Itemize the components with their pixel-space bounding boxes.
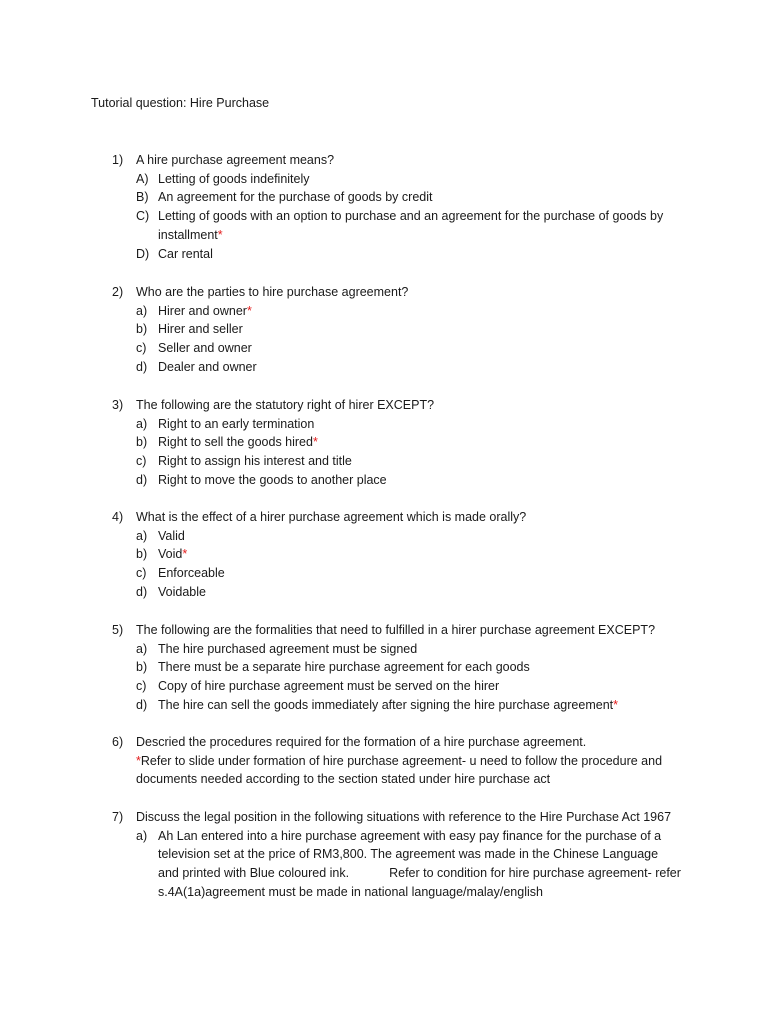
- option-text: Right to assign his interest and title: [158, 454, 352, 469]
- question-4: [112, 508, 682, 602]
- question-number: 5): [112, 623, 124, 637]
- option-label: b): [136, 322, 148, 337]
- option-label: c): [136, 341, 147, 356]
- option-text: Hirer and seller: [158, 322, 243, 337]
- correct-answer-marker: *: [246, 303, 252, 318]
- option-text: There must be a separate hire purchase agreement for each goods: [158, 660, 530, 675]
- option-text: The hire purchased agreement must be signed: [158, 641, 418, 656]
- option-item: [136, 827, 682, 902]
- option-label: a): [136, 828, 148, 843]
- option-item: [136, 583, 682, 602]
- option-label: d): [136, 584, 148, 599]
- option-item: [136, 188, 682, 207]
- question-text: What is the effect of a hirer purchase agreement which is made orally?: [136, 510, 527, 524]
- option-text: Hirer and owner: [158, 303, 247, 318]
- question-number: 6): [112, 735, 124, 749]
- option-label: d): [136, 359, 148, 374]
- correct-answer-marker: *: [312, 435, 318, 450]
- option-label: D): [136, 246, 150, 261]
- option-text: Ah Lan entered into a hire purchase agreement with easy pay finance for the purchase of a television set at the price of RM3,800. The agreement was made in the Chinese Language and printed with Blue coloured ink.: [158, 828, 662, 881]
- option-text: Right to an early termination: [158, 416, 315, 431]
- option-label: a): [136, 528, 148, 543]
- option-text: Copy of hire purchase agreement must be served on the hirer: [158, 679, 500, 694]
- option-item-correct: [136, 545, 682, 564]
- option-label: b): [136, 547, 148, 562]
- option-label: a): [136, 416, 148, 431]
- option-text: Void: [158, 547, 183, 562]
- question-number: 3): [112, 398, 124, 412]
- option-label: d): [136, 697, 148, 712]
- option-item: [136, 640, 682, 659]
- option-item: [136, 564, 682, 583]
- option-label: C): [136, 209, 150, 224]
- question-text: A hire purchase agreement means?: [136, 153, 335, 167]
- option-text: Right to move the goods to another place: [158, 472, 387, 487]
- option-item-correct: [136, 433, 682, 452]
- document-title: Tutorial question: Hire Purchase: [91, 96, 270, 110]
- option-text: Seller and owner: [158, 341, 252, 356]
- option-item: [136, 452, 682, 471]
- question-text: Who are the parties to hire purchase agreement?: [136, 285, 409, 299]
- correct-answer-marker: *: [613, 697, 618, 712]
- option-item-correct: [136, 302, 682, 321]
- option-text: Enforceable: [158, 566, 225, 581]
- option-label: A): [136, 171, 149, 186]
- option-text: Voidable: [158, 584, 206, 599]
- question-2: [112, 283, 682, 377]
- option-text: Letting of goods with an option to purchase and an agreement for the purchase of goods by installment: [158, 209, 664, 242]
- option-item: [136, 658, 682, 677]
- question-text: The following are the formalities that need to fulfilled in a hirer purchase agreement EXCEPT?: [136, 623, 656, 637]
- question-7: [112, 808, 682, 902]
- question-text: The following are the statutory right of hirer EXCEPT?: [136, 398, 435, 412]
- question-text: Descried the procedures required for the formation of a hire purchase agreement.: [136, 735, 587, 749]
- option-item: [136, 527, 682, 546]
- option-item: [136, 245, 682, 264]
- correct-answer-marker: *: [217, 227, 223, 242]
- option-text: An agreement for the purchase of goods by credit: [158, 190, 433, 205]
- option-item: [136, 358, 682, 377]
- question-1: [112, 151, 682, 263]
- question-number: 1): [112, 153, 124, 167]
- question-text: Discuss the legal position in the following situations with reference to the Hire Purchase Act 1967: [136, 810, 672, 824]
- option-text: Letting of goods indefinitely: [158, 171, 310, 186]
- option-label: a): [136, 641, 148, 656]
- option-item: [136, 170, 682, 189]
- option-item: [136, 339, 682, 358]
- answer-note-text: Refer to condition for hire purchase agreement- refer s.4A(1a)agreement must be made in national language/malay/english: [158, 866, 681, 899]
- answer-note: [136, 752, 682, 789]
- question-number: 2): [112, 285, 124, 299]
- option-item: [136, 415, 682, 434]
- option-text: The hire can sell the goods immediately after signing the hire purchase agreement: [158, 697, 614, 712]
- option-item: [136, 471, 682, 490]
- option-label: c): [136, 454, 147, 469]
- question-number: 4): [112, 510, 124, 524]
- option-label: d): [136, 472, 148, 487]
- correct-answer-marker: *: [182, 547, 188, 562]
- option-label: c): [136, 679, 147, 694]
- question-6: [112, 733, 682, 789]
- option-label: a): [136, 303, 148, 318]
- question-number: 7): [112, 810, 124, 824]
- answer-note-marker: *: [136, 753, 141, 768]
- answer-note-text: Refer to slide under formation of hire purchase agreement- u need to follow the procedure and documents needed according to the section stated under hire purchase act: [136, 753, 663, 787]
- option-item-correct: [136, 696, 682, 715]
- option-label: b): [136, 435, 148, 450]
- option-label: B): [136, 190, 149, 205]
- option-text: Right to sell the goods hired: [158, 435, 313, 450]
- option-text: Valid: [158, 528, 185, 543]
- option-label: c): [136, 566, 147, 581]
- option-text: Dealer and owner: [158, 359, 257, 374]
- option-label: b): [136, 660, 148, 675]
- option-item: [136, 320, 682, 339]
- question-5: [112, 621, 682, 715]
- option-item: [136, 677, 682, 696]
- question-3: [112, 396, 682, 490]
- option-item-correct: [136, 207, 682, 244]
- option-text: Car rental: [158, 246, 213, 261]
